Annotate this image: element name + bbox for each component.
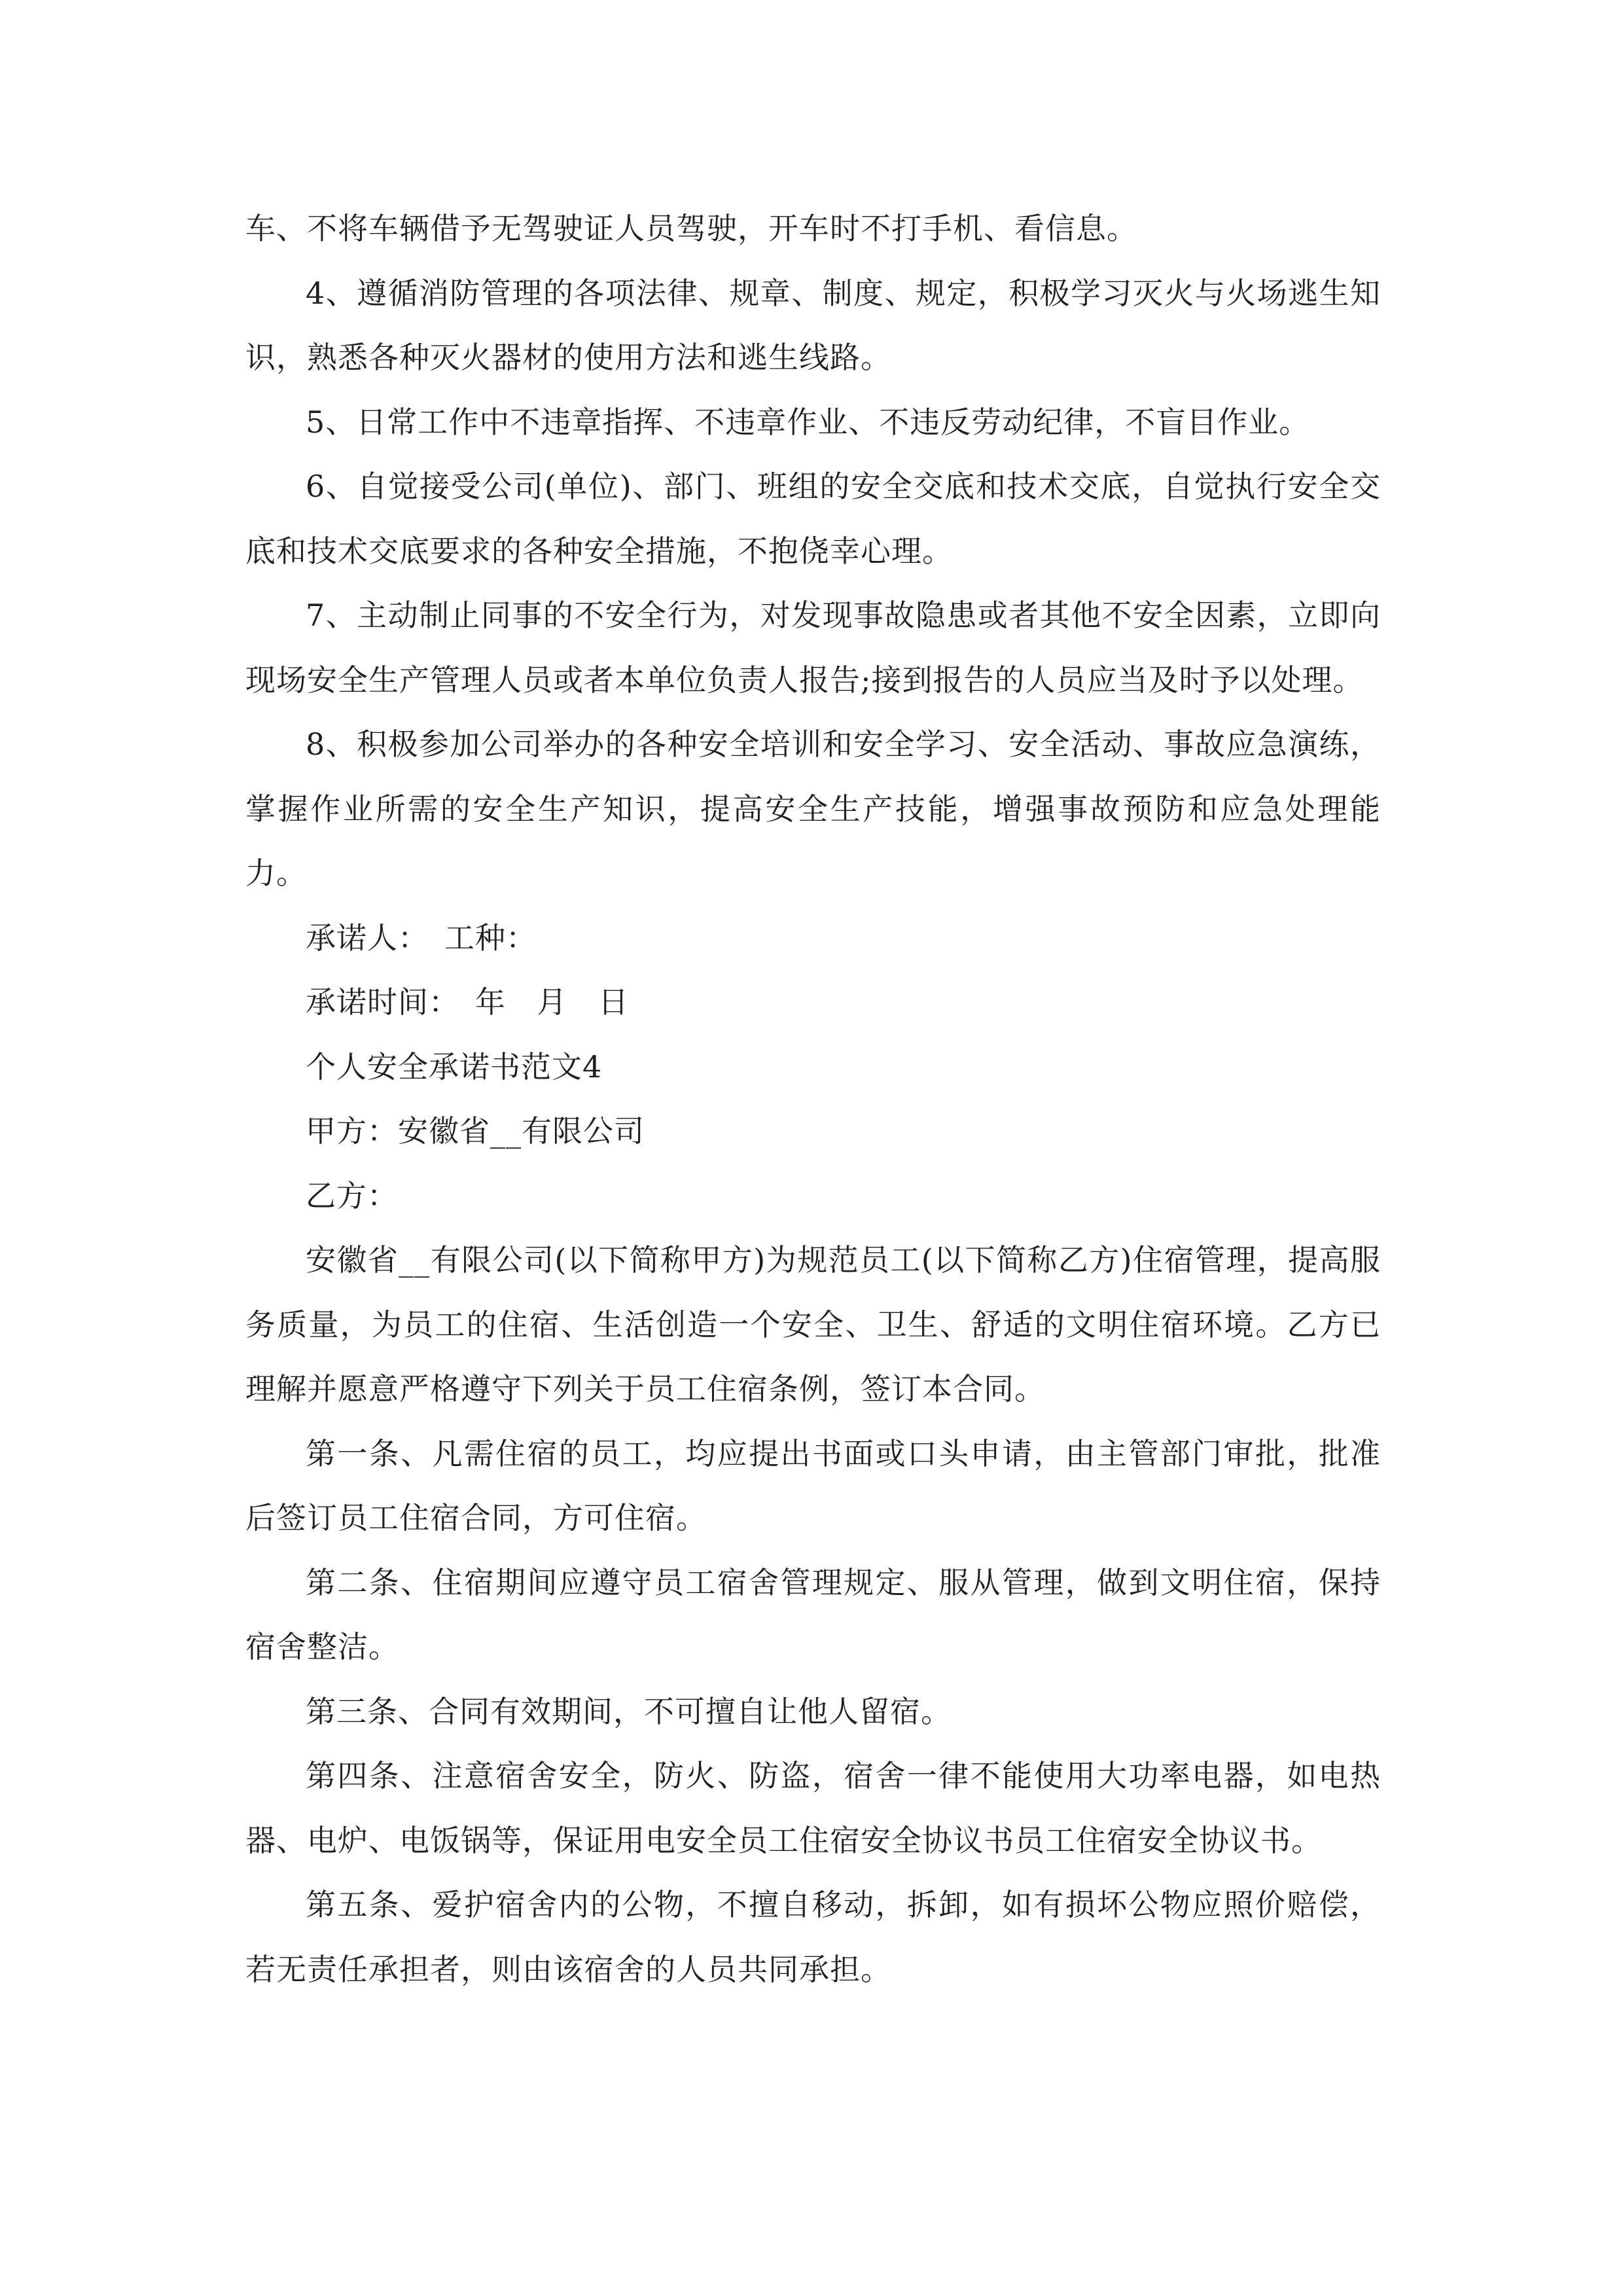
paragraph-item-5: 5、日常工作中不违章指挥、不违章作业、不违反劳动纪律，不盲目作业。	[306, 404, 1310, 440]
signature-promisor-line: 承诺人： 工种：	[306, 920, 537, 956]
party-a-line: 甲方：安徽省__有限公司	[306, 1113, 645, 1149]
article-4: 第四条、注意宿舍安全，防火、防盗，宿舍一律不能使用大功率电器，如电热器、电炉、电饭锅等，保证用电安全员工住宿安全协议书员工住宿安全协议书。	[245, 1758, 1381, 1858]
paragraph-traffic-continuation: 车、不将车辆借予无驾驶证人员驾驶，开车时不打手机、看信息。	[245, 211, 1137, 246]
paragraph-preamble: 安徽省__有限公司(以下简称甲方)为规范员工(以下简称乙方)住宿管理，提高服务质量，为员工的住宿、生活创造一个安全、卫生、舒适的文明住宿环境。乙方已理解并愿意严格遵守下列关于员工住宿条例，签订本合同。	[245, 1242, 1381, 1407]
signature-date-line: 承诺时间： 年 月 日	[306, 984, 629, 1020]
paragraph-item-8: 8、积极参加公司举办的各种安全培训和安全学习、安全活动、事故应急演练，掌握作业所需的安全生产知识，提高安全生产技能，增强事故预防和应急处理能力。	[245, 726, 1381, 891]
article-2: 第二条、住宿期间应遵守员工宿舍管理规定、服从管理，做到文明住宿，保持宿舍整洁。	[245, 1564, 1381, 1664]
document-body	[245, 196, 1381, 2001]
article-3: 第三条、合同有效期间，不可擅自让他人留宿。	[306, 1693, 952, 1729]
section-heading: 个人安全承诺书范文4	[306, 1049, 603, 1085]
article-5: 第五条、爱护宿舍内的公物，不擅自移动，拆卸，如有损坏公物应照价赔偿，若无责任承担者，则由该宿舍的人员共同承担。	[245, 1887, 1381, 1987]
paragraph-item-6: 6、自觉接受公司(单位)、部门、班组的安全交底和技术交底，自觉执行安全交底和技术交底要求的各种安全措施，不抱侥幸心理。	[245, 469, 1381, 569]
paragraph-item-4: 4、遵循消防管理的各项法律、规章、制度、规定，积极学习灭火与火场逃生知识，熟悉各种灭火器材的使用方法和逃生线路。	[245, 275, 1381, 375]
paragraph-item-7: 7、主动制止同事的不安全行为，对发现事故隐患或者其他不安全因素，立即向现场安全生产管理人员或者本单位负责人报告;接到报告的人员应当及时予以处理。	[245, 598, 1381, 698]
party-b-line: 乙方：	[306, 1177, 398, 1213]
article-1: 第一条、凡需住宿的员工，均应提出书面或口头申请，由主管部门审批，批准后签订员工住宿合同，方可住宿。	[245, 1435, 1381, 1535]
